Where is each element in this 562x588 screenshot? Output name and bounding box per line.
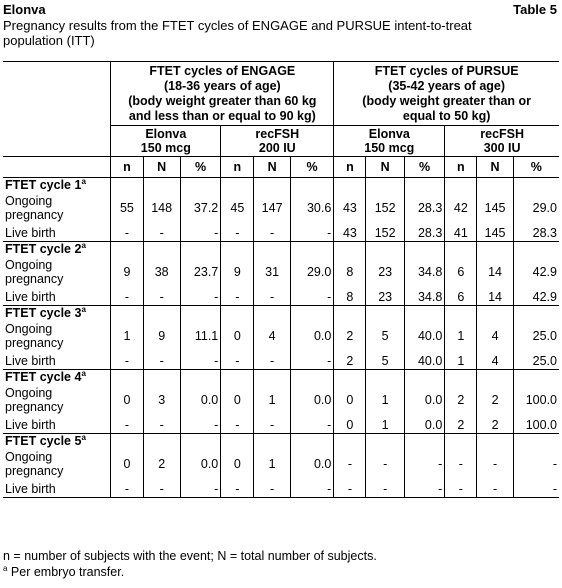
row-label-ongoing-pregnancy: [3, 193, 111, 224]
table-cell: -: [180, 224, 220, 242]
cycle-label-text: FTET cycle 3: [5, 306, 82, 320]
table-cell: -: [404, 449, 444, 480]
empty-cell: [404, 178, 444, 194]
table-cell: -: [290, 416, 334, 434]
table-row: [3, 224, 559, 242]
empty-cell: [254, 306, 290, 322]
brand-name: Elonva: [3, 2, 46, 17]
empty-cell: [254, 242, 290, 258]
empty-cell: [404, 306, 444, 322]
empty-cell: [477, 434, 513, 450]
table-cell: 0.0: [180, 385, 220, 416]
table-header: [3, 2, 559, 48]
row-label-live-birth: Live birth: [5, 354, 56, 368]
empty-cell: [445, 370, 477, 386]
table-cell: 29.0: [513, 193, 559, 224]
group-pursue-line1: FTET cycles of PURSUE: [374, 64, 519, 78]
empty-corner-cell: [3, 62, 111, 126]
table-row: [3, 352, 559, 370]
empty-cell: [366, 306, 404, 322]
empty-cell: [366, 434, 404, 450]
table-cell: -: [254, 288, 290, 306]
row-label-line1: Ongoing: [5, 450, 53, 464]
table-cell: 152: [366, 193, 404, 224]
empty-cell: [290, 242, 334, 258]
row-label-ongoing-pregnancy: [3, 257, 111, 288]
row-label-ongoing-pregnancy: [3, 385, 111, 416]
table-cell: 28.3: [404, 193, 444, 224]
table-cell: 100.0: [513, 385, 559, 416]
table-cell: 6: [445, 257, 477, 288]
table-cell: 37.2: [180, 193, 220, 224]
table-cell: -: [221, 288, 254, 306]
group-pursue-line3: (body weight greater than or: [362, 94, 532, 108]
table-cell: 8: [334, 288, 366, 306]
empty-cell: [111, 178, 143, 194]
table-cell: -: [404, 480, 444, 498]
empty-cell: [143, 178, 180, 194]
table-cell: -: [290, 480, 334, 498]
table-cell: 2: [445, 385, 477, 416]
table-cell: -: [221, 416, 254, 434]
row-label-line2: pregnancy: [5, 336, 64, 350]
empty-cell: [445, 434, 477, 450]
table-cell: 2: [143, 449, 180, 480]
table-row: [3, 449, 559, 480]
table-cell: -: [445, 449, 477, 480]
row-label-ongoing-pregnancy: [3, 321, 111, 352]
cycle-label: [3, 434, 111, 450]
table-cell: 38: [143, 257, 180, 288]
table-cell: 14: [477, 288, 513, 306]
table-cell: -: [477, 449, 513, 480]
table-cell: 25.0: [513, 321, 559, 352]
table-row: [3, 480, 559, 498]
empty-cell: [111, 306, 143, 322]
cycle-footnote-marker: a: [81, 241, 86, 250]
table-cell: -: [445, 480, 477, 498]
empty-cell: [366, 178, 404, 194]
empty-cell: [334, 306, 366, 322]
table-cell: 1: [366, 385, 404, 416]
column-header-6: %: [290, 157, 334, 178]
table-cell: 1: [254, 449, 290, 480]
table-cell: 5: [366, 321, 404, 352]
table-cell: 43: [334, 193, 366, 224]
table-cell: -: [143, 416, 180, 434]
row-label-line1: Ongoing: [5, 322, 53, 336]
table-cell: 9: [111, 257, 143, 288]
table-cell: 0.0: [404, 416, 444, 434]
table-cell: 23: [366, 257, 404, 288]
table-cell: -: [111, 288, 143, 306]
table-cell: 2: [445, 416, 477, 434]
table-row: [3, 193, 559, 224]
empty-cell: [180, 306, 220, 322]
table-cell: -: [254, 352, 290, 370]
cycle-header-row: [3, 178, 559, 194]
cycle-footnote-marker: a: [81, 433, 86, 442]
empty-cell: [477, 178, 513, 194]
table-cell: 45: [221, 193, 254, 224]
group-pursue-line4: equal to 50 kg): [402, 109, 491, 123]
empty-cell: [404, 242, 444, 258]
table-cell: 0.0: [290, 385, 334, 416]
table-cell: 43: [334, 224, 366, 242]
cycle-label: [3, 306, 111, 322]
table-cell: 4: [254, 321, 290, 352]
row-label-live-birth: Live birth: [5, 418, 56, 432]
table-cell: 145: [477, 193, 513, 224]
empty-cell: [290, 434, 334, 450]
empty-cell: [221, 434, 254, 450]
table-cell: 1: [366, 416, 404, 434]
treatment-header-1: [111, 126, 221, 157]
table-cell: 1: [445, 321, 477, 352]
empty-cell: [180, 178, 220, 194]
row-label-line2: pregnancy: [5, 208, 64, 222]
table-cell: -: [143, 224, 180, 242]
column-header-8: N: [366, 157, 404, 178]
table-cell: -: [290, 288, 334, 306]
column-header-7: n: [334, 157, 366, 178]
empty-cell: [254, 370, 290, 386]
empty-cell: [513, 306, 559, 322]
column-header-row: [3, 157, 559, 178]
empty-cell: [366, 242, 404, 258]
table-cell: 23.7: [180, 257, 220, 288]
table-cell: 0: [221, 385, 254, 416]
column-header-10: n: [445, 157, 477, 178]
table-cell: -: [477, 480, 513, 498]
empty-cell: [290, 306, 334, 322]
empty-cell: [290, 178, 334, 194]
row-label-line2: pregnancy: [5, 464, 64, 478]
table-cell: 0.0: [404, 385, 444, 416]
empty-cell: [445, 242, 477, 258]
cycle-footnote-marker: a: [81, 369, 86, 378]
table-cell: -: [111, 416, 143, 434]
table-cell: -: [513, 480, 559, 498]
row-label-line1: Ongoing: [5, 386, 53, 400]
column-header-5: N: [254, 157, 290, 178]
table-cell: 34.8: [404, 288, 444, 306]
cycle-label: [3, 242, 111, 258]
table-cell: 152: [366, 224, 404, 242]
table-cell: -: [254, 480, 290, 498]
table-cell: -: [366, 449, 404, 480]
table-cell: 25.0: [513, 352, 559, 370]
cycle-label: [3, 178, 111, 194]
table-cell: 1: [254, 385, 290, 416]
cycle-header-row: [3, 434, 559, 450]
table-cell: 0.0: [290, 321, 334, 352]
table-cell: -: [366, 480, 404, 498]
empty-cell: [221, 242, 254, 258]
table-cell: 55: [111, 193, 143, 224]
table-number: Table 5: [513, 2, 557, 17]
empty-cell: [477, 242, 513, 258]
cycle-header-row: [3, 242, 559, 258]
column-header-12: %: [513, 157, 559, 178]
footnotes: [3, 548, 377, 580]
footnote-marker: a: [3, 564, 8, 573]
treatment-header-4: [445, 126, 559, 157]
table-cell: -: [180, 352, 220, 370]
treatment-name: recFSH: [480, 127, 525, 141]
table-cell: 0.0: [180, 449, 220, 480]
treatment-name: recFSH: [255, 127, 300, 141]
table-cell: -: [334, 480, 366, 498]
group-engage-line2: (18-36 years of age): [163, 79, 281, 93]
group-header-engage: [111, 62, 334, 126]
table-row: [3, 321, 559, 352]
table-cell: 0: [221, 321, 254, 352]
table-cell: -: [143, 288, 180, 306]
empty-cell: [143, 434, 180, 450]
empty-cell: [445, 178, 477, 194]
table-cell: 2: [477, 385, 513, 416]
table-cell: -: [221, 224, 254, 242]
table-cell: 9: [221, 257, 254, 288]
cycle-header-row: [3, 306, 559, 322]
empty-cell: [513, 370, 559, 386]
table-cell: 11.1: [180, 321, 220, 352]
table-cell: -: [221, 480, 254, 498]
empty-cell: [221, 370, 254, 386]
cycle-footnote-marker: a: [81, 177, 86, 186]
empty-cell: [334, 370, 366, 386]
empty-cell: [143, 242, 180, 258]
table-cell: 42.9: [513, 288, 559, 306]
table-cell: 6: [445, 288, 477, 306]
empty-cell: [254, 434, 290, 450]
table-cell: 28.3: [513, 224, 559, 242]
treatment-name: Elonva: [145, 127, 187, 141]
treatment-header-2: [221, 126, 334, 157]
table-cell: 8: [334, 257, 366, 288]
table-cell: 4: [477, 321, 513, 352]
table-cell: 1: [445, 352, 477, 370]
row-label-line2: pregnancy: [5, 400, 64, 414]
table-cell: -: [143, 352, 180, 370]
table-cell: -: [111, 352, 143, 370]
table-cell: 100.0: [513, 416, 559, 434]
treatment-name: Elonva: [368, 127, 410, 141]
table-cell: 23: [366, 288, 404, 306]
cycle-footnote-marker: a: [81, 305, 86, 314]
table-cell: 42: [445, 193, 477, 224]
table-row: [3, 288, 559, 306]
footnote-definitions: n = number of subjects with the event; N = total number of subjects.: [3, 549, 377, 563]
empty-corner-cell: [3, 157, 111, 178]
table-cell: -: [180, 288, 220, 306]
group-header-pursue: [334, 62, 559, 126]
cycle-label-text: FTET cycle 1: [5, 178, 82, 192]
empty-cell: [445, 306, 477, 322]
table-cell: 34.8: [404, 257, 444, 288]
cycle-label-text: FTET cycle 5: [5, 434, 82, 448]
table-cell: 40.0: [404, 352, 444, 370]
empty-cell: [221, 306, 254, 322]
table-cell: 2: [334, 352, 366, 370]
row-label-line1: Ongoing: [5, 194, 53, 208]
footnote-per-embryo: [3, 564, 377, 580]
empty-cell: [404, 434, 444, 450]
table-cell: 31: [254, 257, 290, 288]
empty-cell: [334, 434, 366, 450]
table-caption: Pregnancy results from the FTET cycles of ENGAGE and PURSUE intent-to-treat population (ITT): [3, 18, 472, 48]
group-header-row: [3, 62, 559, 126]
table-cell: 2: [477, 416, 513, 434]
table-row: [3, 416, 559, 434]
empty-cell: [111, 242, 143, 258]
empty-cell: [334, 178, 366, 194]
row-label-line2: pregnancy: [5, 272, 64, 286]
empty-cell: [513, 434, 559, 450]
empty-cell: [180, 370, 220, 386]
cycle-label-text: FTET cycle 4: [5, 370, 82, 384]
table-cell: -: [111, 224, 143, 242]
table-cell: 3: [143, 385, 180, 416]
empty-cell: [254, 178, 290, 194]
column-header-11: N: [477, 157, 513, 178]
table-cell: 29.0: [290, 257, 334, 288]
table-cell: 0: [111, 449, 143, 480]
table-cell: -: [221, 352, 254, 370]
table-cell: 28.3: [404, 224, 444, 242]
empty-cell: [366, 370, 404, 386]
table-cell: 42.9: [513, 257, 559, 288]
treatment-dose: 300 IU: [483, 141, 521, 155]
column-header-9: %: [404, 157, 444, 178]
row-label-ongoing-pregnancy: [3, 449, 111, 480]
treatment-header-3: [334, 126, 445, 157]
table-cell: 0.0: [290, 449, 334, 480]
group-pursue-line2: (35-42 years of age): [388, 79, 506, 93]
table-cell: -: [254, 224, 290, 242]
table-cell: -: [111, 480, 143, 498]
group-engage-line3: (body weight greater than 60 kg: [128, 94, 317, 108]
empty-cell: [143, 306, 180, 322]
table-cell: 145: [477, 224, 513, 242]
table-cell: 14: [477, 257, 513, 288]
table-cell: 0: [221, 449, 254, 480]
row-label-line1: Ongoing: [5, 258, 53, 272]
table-cell: 40.0: [404, 321, 444, 352]
column-header-3: %: [180, 157, 220, 178]
table-cell: -: [180, 480, 220, 498]
treatment-header-row: [3, 126, 559, 157]
table-cell: -: [143, 480, 180, 498]
cycle-label: [3, 370, 111, 386]
empty-cell: [513, 178, 559, 194]
table-row: [3, 257, 559, 288]
table-cell: 5: [366, 352, 404, 370]
table-cell: 0: [334, 416, 366, 434]
row-label-live-birth: Live birth: [3, 480, 111, 498]
empty-cell: [477, 306, 513, 322]
empty-cell: [290, 370, 334, 386]
table-cell: -: [254, 416, 290, 434]
empty-cell: [221, 178, 254, 194]
empty-cell: [513, 242, 559, 258]
table-cell: 30.6: [290, 193, 334, 224]
empty-cell: [334, 242, 366, 258]
footnote-text: Per embryo transfer.: [7, 565, 125, 579]
column-header-1: n: [111, 157, 143, 178]
table-cell: 0: [334, 385, 366, 416]
column-header-2: N: [143, 157, 180, 178]
table-cell: 41: [445, 224, 477, 242]
row-label-live-birth: Live birth: [5, 290, 56, 304]
cycle-header-row: [3, 370, 559, 386]
table-cell: -: [180, 416, 220, 434]
table-row: [3, 385, 559, 416]
table-cell: 147: [254, 193, 290, 224]
group-engage-line1: FTET cycles of ENGAGE: [149, 64, 296, 78]
treatment-dose: 150 mcg: [364, 141, 415, 155]
table-cell: -: [513, 449, 559, 480]
table-cell: 0: [111, 385, 143, 416]
cycle-label-text: FTET cycle 2: [5, 242, 82, 256]
treatment-dose: 150 mcg: [140, 141, 191, 155]
results-table: [3, 61, 559, 498]
table-cell: 2: [334, 321, 366, 352]
treatment-dose: 200 IU: [258, 141, 296, 155]
row-label-live-birth: Live birth: [5, 226, 56, 240]
table-cell: 1: [111, 321, 143, 352]
column-header-4: n: [221, 157, 254, 178]
empty-cell: [111, 434, 143, 450]
empty-cell: [477, 370, 513, 386]
table-cell: 9: [143, 321, 180, 352]
table-cell: 4: [477, 352, 513, 370]
empty-cell: [180, 434, 220, 450]
empty-cell: [143, 370, 180, 386]
empty-corner-cell: [3, 126, 111, 157]
empty-cell: [111, 370, 143, 386]
empty-cell: [404, 370, 444, 386]
table-cell: -: [290, 224, 334, 242]
group-engage-line4: and less than or equal to 90 kg): [128, 109, 316, 123]
table-cell: -: [290, 352, 334, 370]
table-cell: 148: [143, 193, 180, 224]
table-cell: -: [334, 449, 366, 480]
empty-cell: [180, 242, 220, 258]
